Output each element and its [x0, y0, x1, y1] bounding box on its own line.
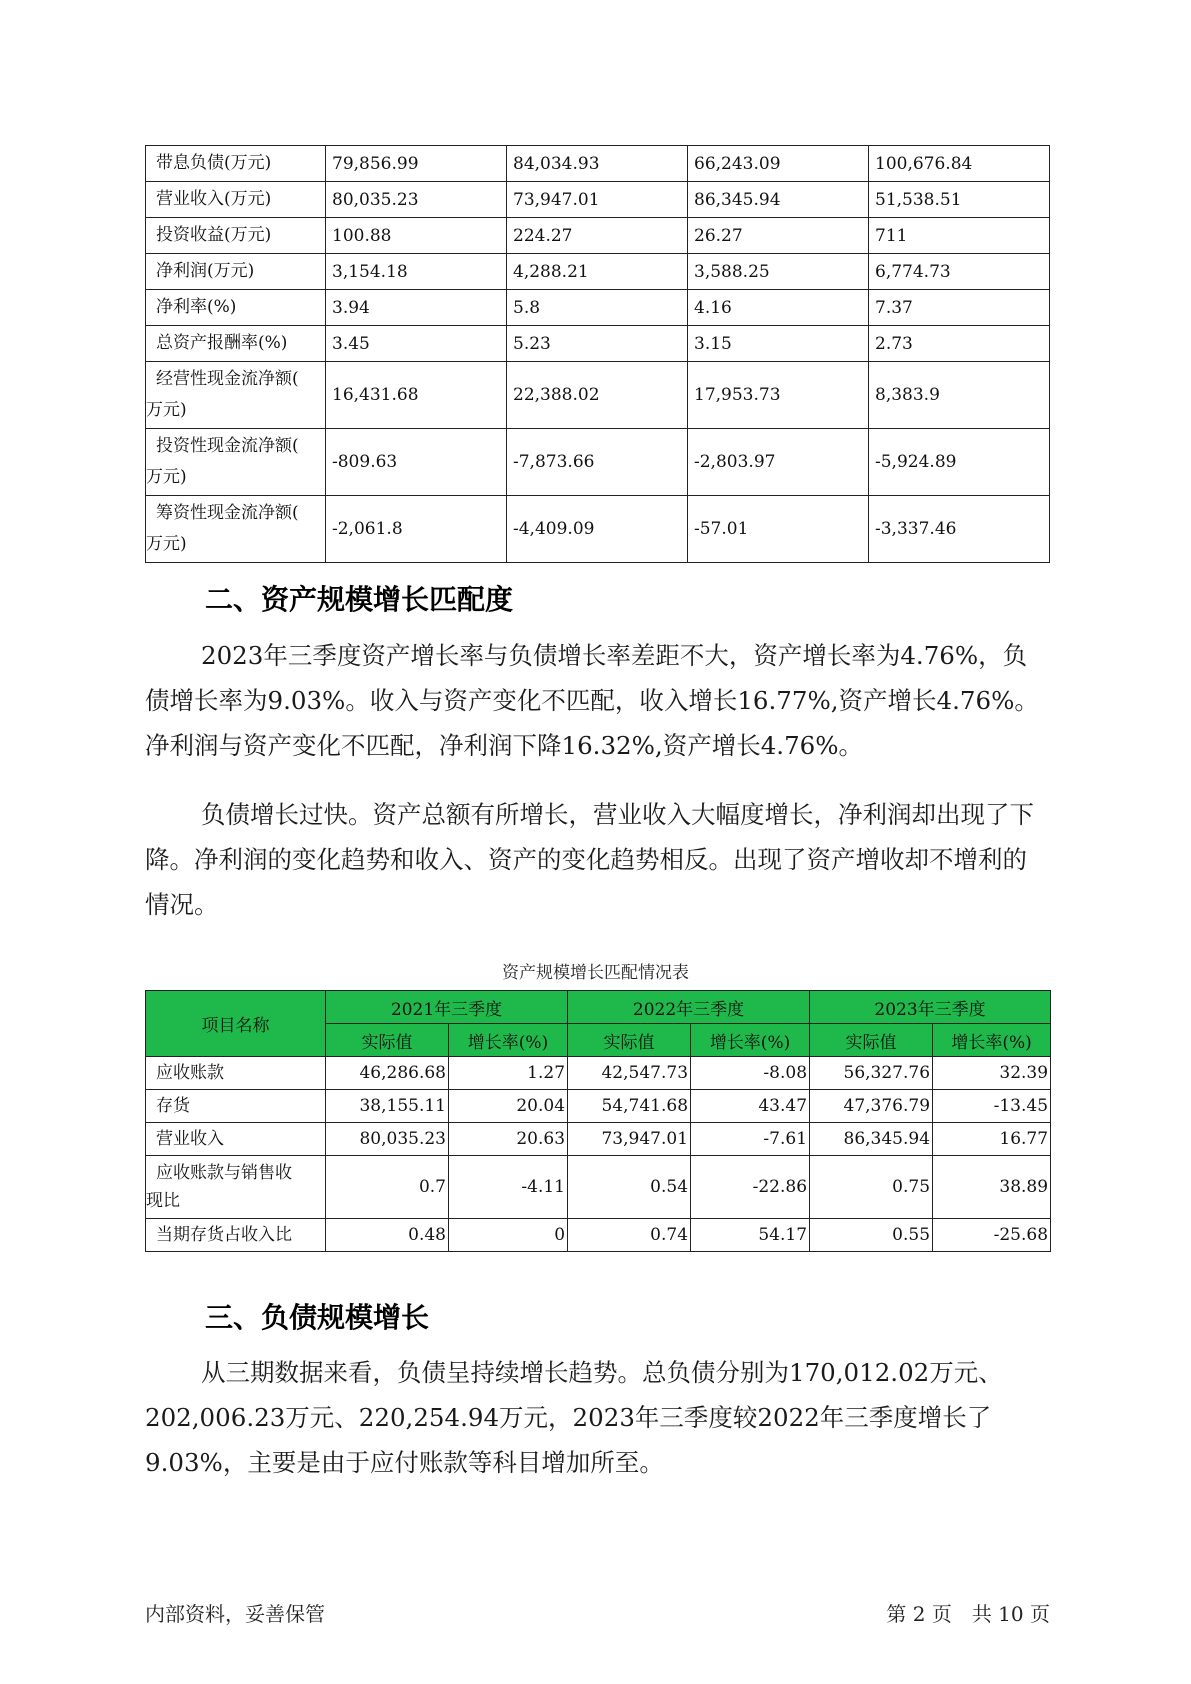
- cell-value: 47,376.79: [810, 1090, 933, 1123]
- row-label: 当期存货占收入比: [146, 1219, 326, 1252]
- cell-value: -8.08: [691, 1057, 810, 1090]
- row-label-line1: 投资性现金流净额(: [156, 436, 299, 456]
- row-label-line2: 现比: [146, 1191, 180, 1211]
- header-growth: 增长率(%): [691, 1024, 810, 1057]
- cell-value: 51,538.51: [869, 182, 1050, 218]
- cell-value: -22.86: [691, 1156, 810, 1219]
- cell-value: -809.63: [326, 429, 507, 496]
- cell-value: 80,035.23: [326, 182, 507, 218]
- table-row: [146, 218, 1050, 254]
- row-label: 净利率(%): [146, 290, 326, 326]
- cell-value: 22,388.02: [507, 362, 688, 429]
- cell-value: 3,154.18: [326, 254, 507, 290]
- header-period: 2022年三季度: [568, 991, 810, 1024]
- cell-value: 38,155.11: [326, 1090, 449, 1123]
- section-heading: 三、负债规模增长: [205, 1301, 430, 1334]
- header-growth: 增长率(%): [449, 1024, 568, 1057]
- cell-value: 73,947.01: [568, 1123, 691, 1156]
- cell-value: 0.75: [810, 1156, 933, 1219]
- cell-value: 100.88: [326, 218, 507, 254]
- cell-value: 86,345.94: [688, 182, 869, 218]
- cell-value: 0.54: [568, 1156, 691, 1219]
- table-row: [146, 326, 1050, 362]
- header-item-name: 项目名称: [146, 991, 326, 1057]
- cell-value: 3,588.25: [688, 254, 869, 290]
- cell-value: 32.39: [933, 1057, 1051, 1090]
- row-label: 净利润(万元): [146, 254, 326, 290]
- row-label: 营业收入(万元): [146, 182, 326, 218]
- table-row: [146, 429, 1050, 496]
- row-label: [146, 496, 326, 563]
- cell-value: -13.45: [933, 1090, 1051, 1123]
- cell-value: -2,061.8: [326, 496, 507, 563]
- cell-value: 84,034.93: [507, 146, 688, 182]
- footer-confidential: 内部资料，妥善保管: [145, 1602, 325, 1626]
- row-label: [146, 1156, 326, 1219]
- cell-value: 4,288.21: [507, 254, 688, 290]
- cell-value: -4.11: [449, 1156, 568, 1219]
- cell-value: -4,409.09: [507, 496, 688, 563]
- paragraph: 从三期数据来看，负债呈持续增长趋势。总负债分别为170,012.02万元、202,006.23万元、220,254.94万元，2023年三季度较2022年三季度增长了9.03%，主要是由于应付账款等科目增加所至。: [145, 1358, 1003, 1477]
- cell-value: 8,383.9: [869, 362, 1050, 429]
- asset-growth-match-table: [145, 990, 1051, 1252]
- cell-value: -7.61: [691, 1123, 810, 1156]
- cell-value: 66,243.09: [688, 146, 869, 182]
- row-label: 存货: [146, 1090, 326, 1123]
- cell-value: -25.68: [933, 1219, 1051, 1252]
- header-actual: 实际值: [568, 1024, 691, 1057]
- table-row: [146, 1156, 1051, 1219]
- header-period: 2021年三季度: [326, 991, 568, 1024]
- table-row: [146, 362, 1050, 429]
- row-label: 总资产报酬率(%): [146, 326, 326, 362]
- cell-value: -7,873.66: [507, 429, 688, 496]
- cell-value: 224.27: [507, 218, 688, 254]
- cell-value: 100,676.84: [869, 146, 1050, 182]
- row-label: 带息负债(万元): [146, 146, 326, 182]
- cell-value: 7.37: [869, 290, 1050, 326]
- cell-value: -5,924.89: [869, 429, 1050, 496]
- row-label-line2: 万元): [146, 534, 187, 554]
- row-label-line2: 万元): [146, 467, 187, 487]
- cell-value: 17,953.73: [688, 362, 869, 429]
- paragraph: 负债增长过快。资产总额有所增长，营业收入大幅度增长，净利润却出现了下降。净利润的变化趋势和收入、资产的变化趋势相反。出现了资产增收却不增利的情况。: [145, 800, 1034, 919]
- cell-value: 3.15: [688, 326, 869, 362]
- cell-value: 54.17: [691, 1219, 810, 1252]
- row-label-line1: 筹资性现金流净额(: [156, 503, 299, 523]
- row-label-line1: 经营性现金流净额(: [156, 369, 299, 389]
- table-row: [146, 1090, 1051, 1123]
- cell-value: 3.45: [326, 326, 507, 362]
- table-row: [146, 496, 1050, 563]
- cell-value: 26.27: [688, 218, 869, 254]
- cell-value: 6,774.73: [869, 254, 1050, 290]
- cell-value: 0.74: [568, 1219, 691, 1252]
- header-actual: 实际值: [810, 1024, 933, 1057]
- cell-value: 0: [449, 1219, 568, 1252]
- cell-value: 38.89: [933, 1156, 1051, 1219]
- row-label: [146, 429, 326, 496]
- row-label: 应收账款: [146, 1057, 326, 1090]
- table-row: [146, 1219, 1051, 1252]
- cell-value: -57.01: [688, 496, 869, 563]
- table-row: [146, 290, 1050, 326]
- cell-value: -2,803.97: [688, 429, 869, 496]
- table-row: [146, 146, 1050, 182]
- row-label: 营业收入: [146, 1123, 326, 1156]
- cell-value: 42,547.73: [568, 1057, 691, 1090]
- cell-value: 73,947.01: [507, 182, 688, 218]
- cell-value: 1.27: [449, 1057, 568, 1090]
- cell-value: 4.16: [688, 290, 869, 326]
- section-heading: 二、资产规模增长匹配度: [205, 583, 514, 616]
- header-period: 2023年三季度: [810, 991, 1051, 1024]
- cell-value: 0.7: [326, 1156, 449, 1219]
- row-label-line1: 应收账款与销售收: [156, 1163, 292, 1183]
- table-row: [146, 1123, 1051, 1156]
- cell-value: 0.55: [810, 1219, 933, 1252]
- cell-value: 79,856.99: [326, 146, 507, 182]
- cell-value: 5.8: [507, 290, 688, 326]
- financial-indicators-table: [145, 145, 1050, 563]
- row-label-line2: 万元): [146, 400, 187, 420]
- cell-value: 54,741.68: [568, 1090, 691, 1123]
- paragraph: 2023年三季度资产增长率与负债增长率差距不大，资产增长率为4.76%，负债增长率为9.03%。收入与资产变化不匹配，收入增长16.77%,资产增长4.76%。净利润与资产变化不匹配，净利润下降16.32%,资产增长4.76%。: [145, 641, 1039, 760]
- row-label: 投资收益(万元): [146, 218, 326, 254]
- cell-value: 86,345.94: [810, 1123, 933, 1156]
- cell-value: 46,286.68: [326, 1057, 449, 1090]
- table-caption: 资产规模增长匹配情况表: [502, 963, 689, 983]
- footer-page-number: 第 2 页 共 10 页: [886, 1602, 1050, 1626]
- table-row: [146, 1057, 1051, 1090]
- cell-value: 16.77: [933, 1123, 1051, 1156]
- cell-value: 711: [869, 218, 1050, 254]
- cell-value: 16,431.68: [326, 362, 507, 429]
- table-row: [146, 254, 1050, 290]
- header-actual: 实际值: [326, 1024, 449, 1057]
- cell-value: 43.47: [691, 1090, 810, 1123]
- cell-value: 20.63: [449, 1123, 568, 1156]
- cell-value: 2.73: [869, 326, 1050, 362]
- cell-value: 5.23: [507, 326, 688, 362]
- table-row: [146, 182, 1050, 218]
- cell-value: 80,035.23: [326, 1123, 449, 1156]
- row-label: [146, 362, 326, 429]
- cell-value: 20.04: [449, 1090, 568, 1123]
- cell-value: -3,337.46: [869, 496, 1050, 563]
- cell-value: 0.48: [326, 1219, 449, 1252]
- header-growth: 增长率(%): [933, 1024, 1051, 1057]
- cell-value: 3.94: [326, 290, 507, 326]
- cell-value: 56,327.76: [810, 1057, 933, 1090]
